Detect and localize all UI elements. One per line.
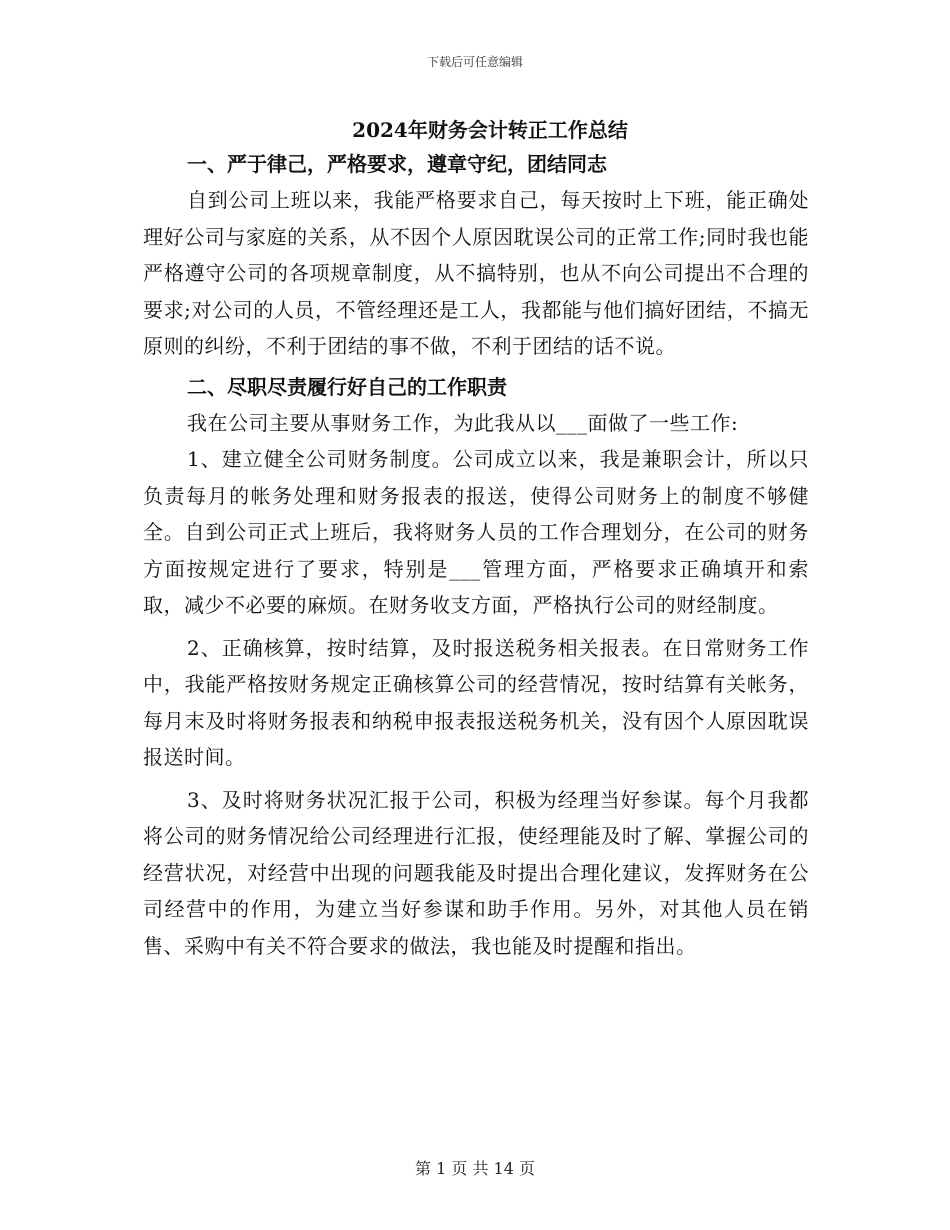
section-2-paragraph-3: 2、正确核算，按时结算，及时报送税务相关报表。在日常财务工作中，我能严格按财务规定正确核算公司的经营情况，按时结算有关帐务，每月末及时将财务报表和纳税申报表报送税务机关，没有因个人原因耽误报送时间。	[143, 635, 809, 769]
page-number-footer: 第 1 页 共 14 页	[415, 1159, 535, 1178]
section-2-paragraph-1: 我在公司主要从事财务工作，为此我从以___面做了一些工作:	[187, 410, 739, 435]
section-2-paragraph-4: 3、及时将财务状况汇报于公司，积极为经理当好参谋。每个月我都将公司的财务情况给公司经理进行汇报，使经理能及时了解、掌握公司的经营状况，对经营中出现的问题我能及时提出合理化建议，发挥财务在公司经营中的作用，为建立当好参谋和助手作用。另外，对其他人员在销售、采购中有关不符合要求的做法，我也能及时提醒和指出。	[143, 787, 809, 958]
document-title: 2024年财务会计转正工作总结	[352, 118, 628, 142]
page-header-note: 下载后可任意编辑	[426, 55, 523, 69]
document-body	[143, 148, 809, 964]
section-2-paragraph-2: 1、建立健全公司财务制度。公司成立以来，我是兼职会计，所以只负责每月的帐务处理和财务报表的报送，使得公司财务上的制度不够健全。自到公司正式上班后，我将财务人员的工作合理划分，在公司的财务方面按规定进行了要求，特别是___管理方面，严格要求正确填开和索取，减少不必要的麻烦。在财务收支方面，严格执行公司的财经制度。	[143, 447, 809, 617]
section-1-paragraph-1: 自到公司上班以来，我能严格要求自己，每天按时上下班，能正确处理好公司与家庭的关系，从不因个人原因耽误公司的正常工作;同时我也能严格遵守公司的各项规章制度，从不搞特别，也从不向公司提出不合理的要求;对公司的人员，不管经理还是工人，我都能与他们搞好团结，不搞无原则的纠纷，不利于团结的事不做，不利于团结的话不说。	[143, 188, 809, 358]
section-1-heading: 一、严于律己，严格要求，遵章守纪，团结同志	[187, 152, 607, 176]
section-2-heading: 二、尽职尽责履行好自己的工作职责	[187, 374, 507, 399]
